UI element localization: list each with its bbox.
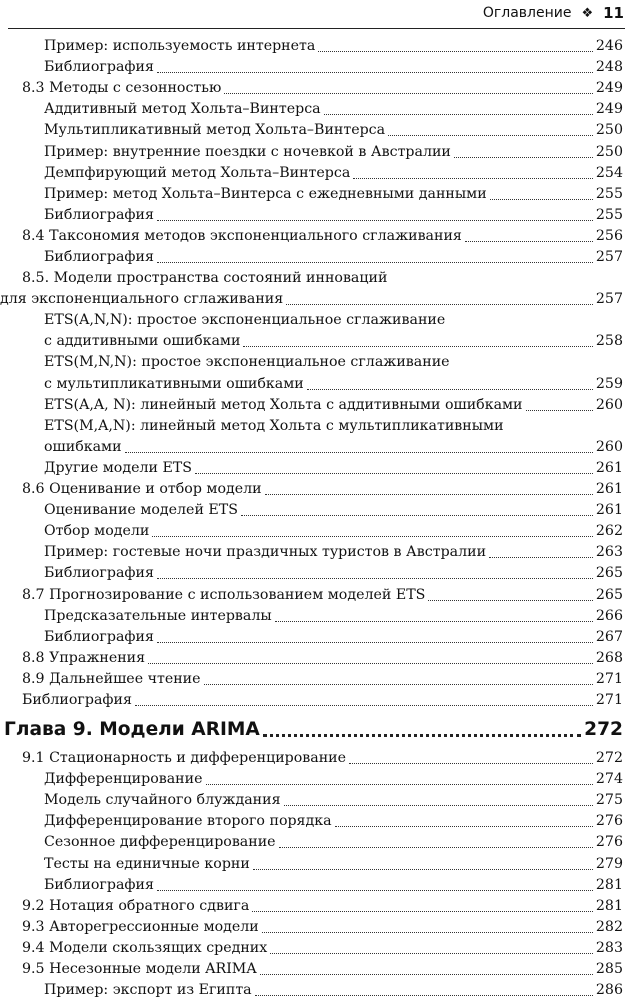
toc-entry-title: Другие модели ETS (44, 459, 192, 476)
toc-entry-title: 9.2 Нотация обратного сдвига (22, 897, 250, 914)
dot-leader (255, 995, 593, 996)
toc-entry-page-number: 249 (595, 80, 623, 97)
toc-entry-page-number: 257 (595, 249, 623, 266)
toc-entry[interactable] (0, 563, 633, 584)
header-section-title: Оглавление (482, 5, 572, 21)
toc-entry-title: с аддитивными ошибками (44, 333, 241, 350)
dot-leader (157, 642, 593, 643)
toc-entry-title: ETS(M,A,N): линейный метод Хольта с мультипликативными (44, 417, 504, 434)
dot-leader (284, 805, 593, 806)
toc-entry-title: Аддитивный метод Хольта–Винтерса (44, 101, 321, 118)
toc-entry-title: Пример: метод Хольта–Винтерса с ежедневными данными (44, 185, 487, 202)
dot-leader (307, 389, 593, 390)
toc-entry[interactable] (0, 57, 633, 78)
toc-entry-title: Библиография (44, 628, 154, 645)
toc-entry-page-number: 250 (595, 143, 623, 160)
toc-entry-title: Пример: используемость интернета (44, 38, 316, 55)
toc-entry[interactable] (0, 690, 633, 711)
dot-leader (465, 241, 593, 242)
toc-entry[interactable] (0, 268, 633, 310)
toc-entry[interactable] (0, 163, 633, 184)
dot-leader (157, 262, 593, 263)
toc-entry-page-number: 256 (595, 227, 623, 244)
toc-entry[interactable] (0, 959, 633, 980)
dot-leader (489, 557, 593, 558)
toc-entry-page-number: 276 (595, 834, 623, 851)
dot-leader (275, 621, 593, 622)
toc-entry-page-number: 271 (595, 670, 623, 687)
dot-leader (243, 346, 592, 347)
toc-entry-title: Модель случайного блуждания (44, 792, 281, 809)
toc-entry[interactable] (0, 669, 633, 690)
header-rule (8, 28, 625, 29)
toc-entry-title: Пример: внутренние поездки с ночевкой в Австралии (44, 143, 451, 160)
dot-leader (125, 452, 593, 453)
toc-entry-title: 8.8 Упражнения (22, 649, 146, 666)
toc-entry-page-number: 285 (595, 961, 623, 978)
dot-leader (265, 494, 593, 495)
toc-entry-page-number: 261 (595, 502, 623, 519)
toc-entry-page-number: 281 (595, 897, 623, 914)
toc-entry[interactable] (0, 226, 633, 247)
toc-entry-title: 9.4 Модели скользящих средних (22, 939, 268, 956)
toc-entry[interactable] (0, 811, 633, 832)
toc-entry-title: с мультипликативными ошибками (44, 375, 304, 392)
toc-entry-title: 9.3 Авторегрессионные модели (22, 918, 259, 935)
toc-entry[interactable] (0, 99, 633, 120)
dot-leader (157, 72, 593, 73)
dot-leader (260, 974, 593, 975)
toc-entry-title: 8.9 Дальнейшее чтение (22, 670, 201, 687)
dot-leader (353, 178, 593, 179)
toc-entry-title: Сезонное дифференцирование (44, 834, 276, 851)
dot-leader (279, 847, 593, 848)
toc-entry-page-number: 282 (595, 918, 623, 935)
toc-entry-title: ошибками (44, 438, 122, 455)
toc-entry-title: Библиография (22, 692, 132, 708)
dot-leader (335, 826, 593, 827)
toc-entry-page-number: 255 (595, 206, 623, 223)
toc-entry-page-number: 276 (595, 813, 623, 830)
toc-entry-title: Пример: экспорт из Египта (44, 982, 252, 999)
dot-leader (157, 890, 593, 891)
dot-leader (157, 220, 593, 221)
toc-entry[interactable] (0, 769, 633, 790)
toc-entry-title: для экспоненциального сглаживания (0, 291, 284, 308)
toc-entry[interactable] (0, 542, 633, 563)
toc-entry-page-number: 283 (595, 939, 623, 956)
toc-entry-page-number: 271 (595, 692, 623, 708)
dot-leader (388, 135, 593, 136)
toc-entry-title: Дифференцирование (44, 771, 203, 788)
toc-entry-title: ETS(A,N,N): простое экспоненциальное сглаживание (44, 312, 446, 329)
toc-entry-page-number: 258 (595, 333, 623, 350)
toc-entry-title: ETS(M,N,N): простое экспоненциальное сглаживание (44, 354, 450, 371)
toc-entry-title: Тесты на единичные корни (44, 855, 250, 872)
toc-entry-page-number: 267 (595, 628, 623, 645)
dot-leader (148, 663, 593, 664)
toc-entry[interactable] (0, 917, 633, 938)
toc-entry-title: Библиография (44, 206, 154, 223)
dot-leader (286, 304, 593, 305)
dot-leader (526, 410, 593, 411)
dot-leader (206, 784, 593, 785)
toc-entry[interactable] (0, 500, 633, 521)
toc-entry-page-number: 286 (595, 982, 623, 999)
toc-entry[interactable] (0, 980, 633, 1001)
toc-entry[interactable] (0, 875, 633, 896)
toc-entry-title: Дифференцирование второго порядка (44, 813, 332, 830)
toc-entry-page-number: 266 (595, 607, 623, 624)
dot-leader (241, 515, 593, 516)
toc-entry[interactable] (0, 458, 633, 479)
toc-entry[interactable] (0, 648, 633, 669)
header-page-number: 11 (603, 4, 624, 22)
toc-entry-title: Отбор модели (44, 523, 150, 540)
toc-entry-title: Пример: гостевые ночи праздичных туристов в Австралии (44, 544, 487, 561)
toc-entry[interactable] (0, 521, 633, 542)
toc-entry[interactable] (0, 479, 633, 500)
toc-entry-page-number: 254 (595, 164, 623, 181)
toc-entry-title: 8.6 Оценивание и отбор модели (22, 481, 262, 498)
dot-leader (270, 953, 593, 954)
toc-entry-page-number: 249 (595, 101, 623, 118)
toc-entry-title: Мультипликативный метод Хольта–Винтерса (44, 122, 386, 139)
toc-entry-page-number: 265 (595, 586, 623, 603)
toc-entry-page-number: 250 (595, 122, 623, 139)
dot-leader (490, 199, 593, 200)
toc-entry-page-number: 272 (584, 719, 623, 740)
toc-entry[interactable] (0, 627, 633, 648)
dot-leader (324, 114, 593, 115)
dot-leader (253, 869, 593, 870)
toc-entry[interactable] (0, 748, 633, 769)
toc-entry-title: 8.4 Таксономия методов экспоненциального сглаживания (22, 227, 462, 244)
toc-entry[interactable] (0, 205, 633, 226)
toc-chapter-entry[interactable] (0, 711, 633, 748)
toc-entry-title: Демпфирующий метод Хольта–Винтерса (44, 164, 351, 181)
toc-entry[interactable] (0, 352, 633, 394)
toc-entry-page-number: 281 (595, 876, 623, 893)
toc-entry-title: 9.1 Стационарность и дифференцирование (22, 750, 347, 767)
dot-leader (428, 600, 593, 601)
toc-entry[interactable] (0, 606, 633, 627)
dot-leader (157, 578, 593, 579)
toc-entry-page-number: 246 (595, 38, 623, 55)
dot-leader (349, 763, 593, 764)
dot-leader (252, 911, 593, 912)
toc-entry[interactable] (0, 184, 633, 205)
dot-leader (204, 684, 593, 685)
header-separator-icon: ❖ (581, 5, 594, 21)
dot-leader (195, 473, 593, 474)
toc-entry-title: Библиография (44, 565, 154, 582)
table-of-contents (0, 36, 633, 1001)
toc-entry[interactable] (0, 896, 633, 917)
toc-entry[interactable] (0, 36, 633, 57)
toc-entry[interactable] (0, 120, 633, 141)
toc-entry-page-number: 260 (595, 438, 623, 455)
toc-entry-page-number: 259 (595, 375, 623, 392)
toc-entry-page-number: 257 (595, 291, 623, 308)
toc-entry-title: ETS(A,A, N): линейный метод Хольта с аддитивными ошибками (44, 396, 523, 413)
toc-entry-title: Глава 9. Модели ARIMA (4, 719, 260, 740)
toc-entry-page-number: 260 (595, 396, 623, 413)
toc-entry[interactable] (0, 416, 633, 458)
toc-entry[interactable] (0, 395, 633, 416)
toc-entry[interactable] (0, 584, 633, 605)
toc-entry-page-number: 265 (595, 565, 623, 582)
toc-entry[interactable] (0, 832, 633, 853)
toc-entry-title: 8.7 Прогнозирование с использованием моделей ETS (22, 586, 426, 603)
dot-leader (152, 536, 593, 537)
toc-entry-page-number: 275 (595, 792, 623, 809)
toc-entry-page-number: 261 (595, 481, 623, 498)
dot-leader (135, 705, 593, 706)
toc-entry-title: 9.5 Несезонные модели ARIMA (22, 961, 257, 978)
toc-entry[interactable] (0, 310, 633, 352)
toc-entry[interactable] (0, 78, 633, 99)
toc-entry-page-number: 272 (595, 750, 623, 767)
dot-leader (318, 51, 593, 52)
toc-entry-title: Библиография (44, 249, 154, 266)
toc-entry[interactable] (0, 141, 633, 162)
toc-entry-page-number: 262 (595, 523, 623, 540)
toc-entry[interactable] (0, 247, 633, 268)
toc-entry-page-number: 261 (595, 459, 623, 476)
running-header (483, 4, 624, 22)
toc-entry-page-number: 263 (595, 544, 623, 561)
toc-entry[interactable] (0, 790, 633, 811)
toc-entry[interactable] (0, 938, 633, 959)
toc-entry-page-number: 268 (595, 649, 623, 666)
toc-entry-title: Предсказательные интервалы (44, 607, 272, 624)
dot-leader (224, 93, 593, 94)
toc-entry-title: 8.3 Методы с сезонностью (22, 80, 222, 97)
dot-leader (454, 157, 593, 158)
toc-entry-page-number: 274 (595, 771, 623, 788)
toc-entry-title: Оценивание моделей ETS (44, 502, 238, 519)
toc-entry-title: 8.5. Модели пространства состояний инноваций (22, 270, 388, 287)
toc-entry-title: Библиография (44, 876, 154, 893)
toc-entry-page-number: 255 (595, 185, 623, 202)
dot-leader (262, 932, 593, 933)
toc-entry-title: Библиография (44, 59, 154, 76)
toc-entry-page-number: 279 (595, 855, 623, 872)
toc-entry-page-number: 248 (595, 59, 623, 76)
dot-leader (263, 734, 581, 737)
toc-entry[interactable] (0, 853, 633, 874)
